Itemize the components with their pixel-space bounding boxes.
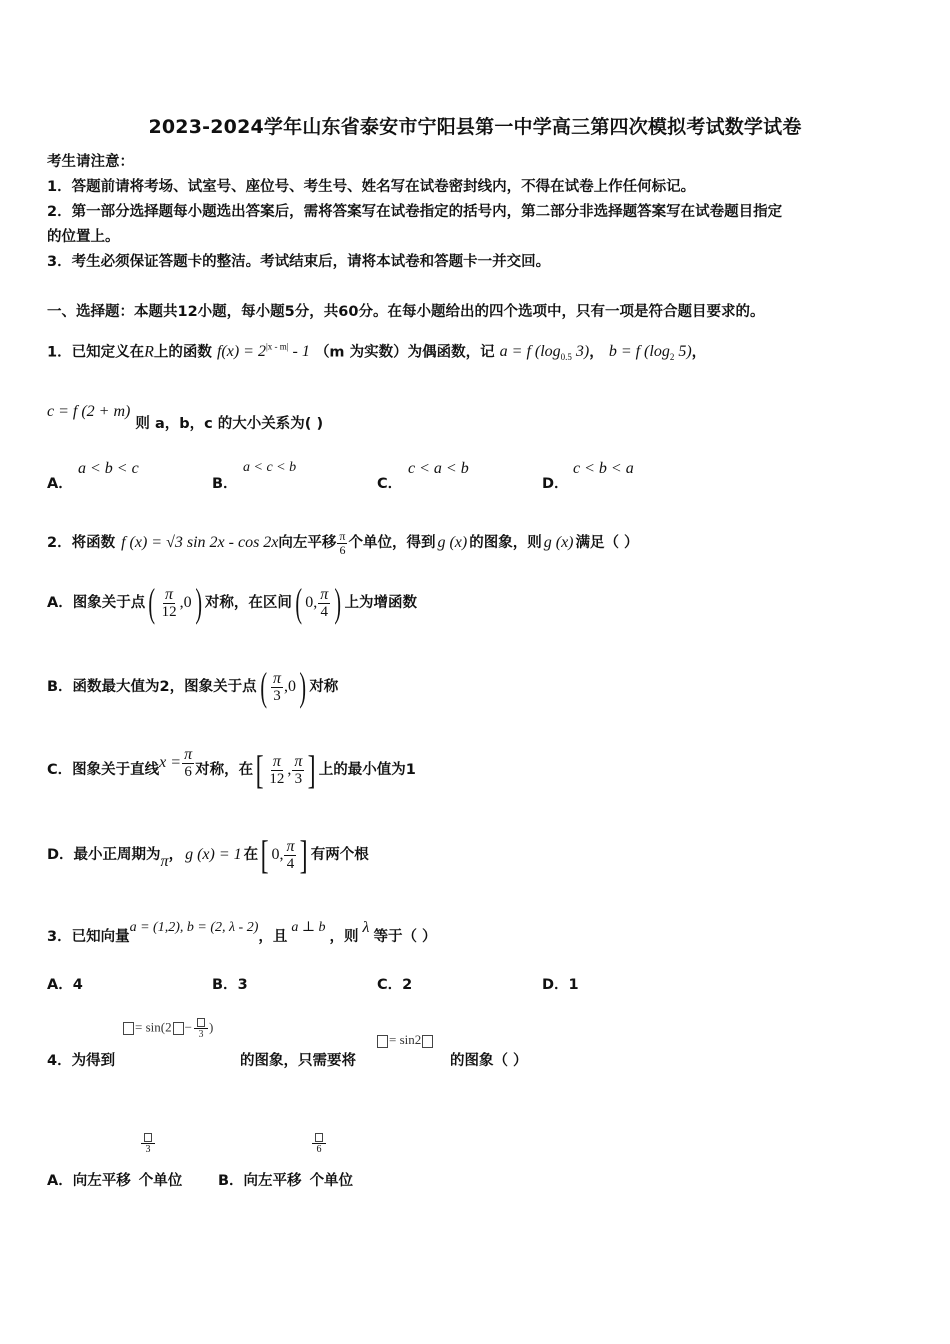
missing-glyph-icon	[377, 1035, 388, 1048]
q1-option-a-label: A．	[47, 476, 73, 492]
q4-option-b: B．向左平移 个单位	[218, 1173, 354, 1189]
q4-option-a: A．向左平移 个单位	[47, 1173, 183, 1189]
q2-prefix: 2．将函数	[47, 535, 116, 551]
q4-option-a-fraction: 3	[140, 1132, 156, 1155]
q2-b-tail: 对称	[309, 679, 339, 695]
q1-tail: 则 a，b，c 的大小关系为( )	[135, 416, 324, 432]
q2-mid: 向左平移	[278, 535, 337, 551]
q2-a-point: ( $\frac{\pi}{12}$ ,0 )	[148, 580, 202, 625]
q3-option-a: A．4	[47, 977, 83, 993]
q3-tail: 等于（ ）	[373, 929, 437, 945]
question-3-stem	[47, 918, 437, 954]
q2-mid-3: 的图象，则	[469, 535, 542, 551]
q2-b-point: ( $\frac{\pi}{3}$ ,0 )	[259, 664, 306, 709]
missing-glyph-icon	[315, 1133, 323, 1142]
q4-option-b-fraction: 6	[311, 1132, 327, 1155]
q2-a-mid: 对称，在区间	[204, 595, 292, 611]
q2-a-interval: ( 0, $\frac{\pi}{4}$ )	[295, 580, 342, 625]
q2-tail: 满足（ ）	[575, 535, 639, 551]
q2-d-tail: 有两个根	[310, 847, 369, 863]
question-1-stem	[47, 337, 706, 368]
q2-c-line: x = $\frac{\pi}{6}$	[159, 745, 193, 780]
notice-heading: 考生请注意：	[47, 154, 134, 170]
q1-b-def: b = f ($\log_2$ 5)	[608, 343, 692, 363]
q2-d-label: D．最小正周期为	[47, 847, 161, 863]
q2-shift-fraction: $\frac{\pi}{6}$	[339, 528, 346, 557]
q2-c-interval: [ $\frac{\pi}{12}$ , $\frac{\pi}{3}$ ]	[255, 747, 317, 792]
q1-option-b-label: B．	[212, 476, 238, 492]
q3-vectors: a = (1,2), b = (2, λ - 2)	[129, 920, 259, 935]
q2-g: g (x)	[437, 534, 468, 551]
question-2-stem	[47, 525, 639, 561]
q2-c-tail: 上的最小值为1	[318, 762, 416, 778]
section-heading: 一、选择题：本题共12小题，每小题5分，共60分。在每小题给出的四个选项中，只有一项是符合题目要求的。	[47, 304, 765, 320]
q3-perp: a ⊥ b	[291, 920, 326, 935]
notice-item-2-cont: 的位置上。	[47, 229, 120, 245]
q2-option-d	[47, 830, 369, 880]
q2-c-mid: 对称，在	[195, 762, 254, 778]
missing-glyph-icon	[422, 1035, 433, 1048]
q1-comma: ，	[589, 344, 604, 361]
q2-a-tail: 上为增函数	[344, 595, 418, 611]
q1-function: $f(x) = 2^{|x - m|} - 1$	[216, 342, 310, 361]
q1-mid: 上的函数	[153, 344, 212, 361]
missing-glyph-icon	[144, 1133, 152, 1142]
q2-mid-2: 个单位，得到	[348, 535, 436, 551]
q1-option-a-expr: a < b < c	[78, 460, 139, 477]
q4-tail: 的图象（ ）	[450, 1053, 528, 1069]
q1-option-d-expr: c < b < a	[573, 460, 634, 477]
q1-comma-2: ，	[691, 344, 707, 361]
q2-a-label: A．图象关于点	[47, 595, 146, 611]
q3-prefix: 3．已知向量	[47, 929, 130, 945]
notice-item-3: 3．考生必须保证答题卡的整洁。考试结束后，请将本试卷和答题卡一并交回。	[47, 254, 551, 270]
q4-mid: 的图象，只需要将	[240, 1053, 356, 1069]
q2-d-comma: ，	[168, 847, 184, 863]
q2-option-a	[47, 580, 417, 626]
q1-R: R	[144, 343, 154, 361]
q1-condition: （m 为实数）为偶函数，记	[314, 344, 495, 361]
q2-d-g-eq: g (x) = 1	[185, 846, 242, 863]
missing-glyph-icon	[197, 1018, 205, 1027]
q2-d-mid: 在	[243, 847, 259, 863]
q3-option-b: B．3	[212, 977, 248, 993]
q1-a-def: a = f ($\log_{0.5}$ 3)	[499, 343, 590, 363]
page-title: 2023-2024学年山东省泰安市宁阳县第一中学高三第四次模拟考试数学试卷	[148, 116, 802, 138]
q2-c-label: C．图象关于直线	[47, 762, 160, 778]
missing-glyph-icon	[173, 1022, 184, 1035]
q1-c-def: c = f (2 + m)	[47, 403, 131, 420]
q1-option-b-expr: a < c < b	[243, 460, 297, 475]
q2-d-pi: π	[160, 853, 169, 870]
q2-d-interval: [ 0, $\frac{\pi}{4}$ ]	[260, 832, 309, 877]
q1-option-c-label: C．	[377, 476, 403, 492]
q2-b-label: B．函数最大值为2，图象关于点	[47, 679, 257, 695]
notice-item-1: 1．答题前请将考场、试室号、座位号、考生号、姓名写在试卷密封线内，不得在试卷上作任何标记。	[47, 179, 696, 195]
q2-option-b	[47, 664, 338, 710]
q2-option-c	[47, 747, 416, 793]
question-1-stem-cont	[47, 402, 324, 432]
missing-glyph-icon	[123, 1022, 134, 1035]
q3-mid-2: ，则	[329, 929, 359, 945]
q2-g-2: g (x)	[543, 534, 574, 551]
q4-prefix: 4．为得到	[47, 1053, 116, 1069]
q1-prefix: 1．已知定义在	[47, 344, 145, 361]
q1-option-d-label: D．	[542, 476, 569, 492]
q4-expression-2: = sin2	[376, 1032, 434, 1048]
q4-expression-1: = sin(2 − 3 )	[122, 1017, 213, 1040]
q3-lambda: λ	[362, 919, 370, 936]
q1-option-c-expr: c < a < b	[408, 460, 469, 477]
q3-mid: ，且	[258, 929, 288, 945]
q3-option-d: D．1	[542, 977, 579, 993]
q3-option-c: C．2	[377, 977, 413, 993]
notice-item-2: 2．第一部分选择题每小题选出答案后，需将答案写在试卷指定的括号内，第二部分非选择题答案写在试卷题目指定	[47, 204, 783, 220]
q2-function: f (x) = √3 sin 2x - cos 2x	[121, 534, 279, 551]
